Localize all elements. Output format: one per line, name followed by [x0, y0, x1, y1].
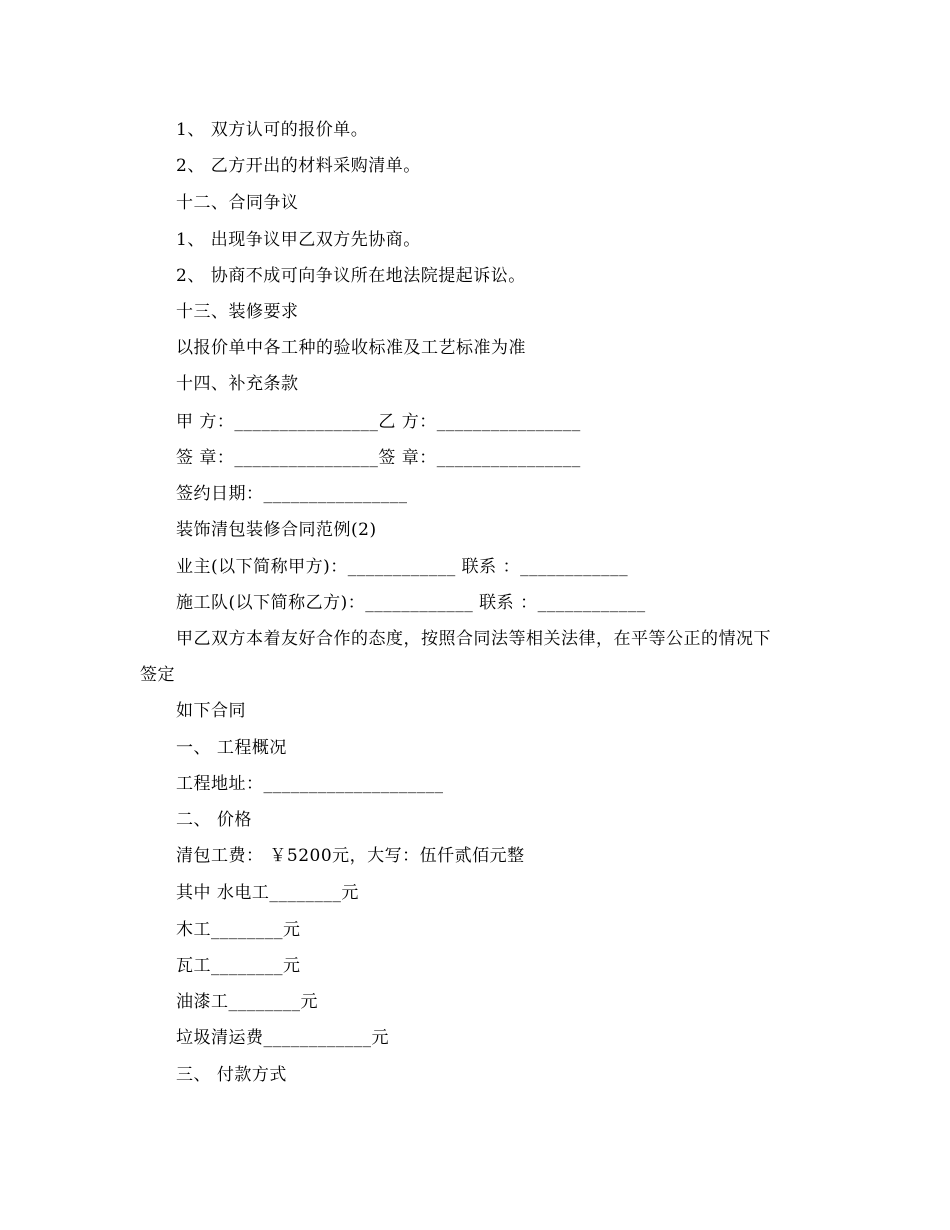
cost-item: 油漆工________元 [176, 992, 318, 1012]
party-line: 施工队(以下简称乙方)：____________ 联系 ：____________ [176, 593, 646, 613]
text-line: 1、 双方认可的报价单。 [176, 120, 369, 140]
cost-item: 其中 水电工________元 [176, 883, 359, 903]
signature-line: 甲 方：________________乙 方：________________ [176, 412, 581, 432]
cost-item: 垃圾清运费____________元 [176, 1028, 389, 1048]
section-heading: 十四、补充条款 [176, 374, 299, 394]
section-heading: 二、 价格 [176, 810, 252, 830]
paragraph-line: 甲乙双方本着友好合作的态度，按照合同法等相关法律，在平等公正的情况下 [176, 629, 771, 649]
date-line: 签约日期：________________ [176, 484, 408, 504]
paragraph-line: 签定 [140, 665, 175, 685]
signature-line: 签 章：________________签 章：________________ [176, 448, 581, 468]
text-line: 以报价单中各工种的验收标准及工艺标准为准 [176, 338, 526, 358]
text-line: 1、 出现争议甲乙双方先协商。 [176, 230, 421, 250]
text-line: 2、 协商不成可向争议所在地法院提起诉讼。 [176, 266, 526, 286]
text-line: 2、 乙方开出的材料采购清单。 [176, 156, 421, 176]
section-heading: 三、 付款方式 [176, 1065, 287, 1085]
price-line: 清包工费： ￥5200元，大写：伍仟贰佰元整 [176, 846, 525, 866]
cost-item: 瓦工________元 [176, 956, 301, 976]
document-title: 装饰清包装修合同范例(2) [176, 520, 377, 540]
text-line: 如下合同 [176, 701, 246, 721]
address-line: 工程地址：____________________ [176, 774, 444, 794]
section-heading: 十二、合同争议 [176, 193, 299, 213]
party-line: 业主(以下简称甲方)：____________ 联系 ：____________ [176, 557, 629, 577]
section-heading: 十三、装修要求 [176, 302, 299, 322]
cost-item: 木工________元 [176, 920, 301, 940]
section-heading: 一、 工程概况 [176, 738, 287, 758]
